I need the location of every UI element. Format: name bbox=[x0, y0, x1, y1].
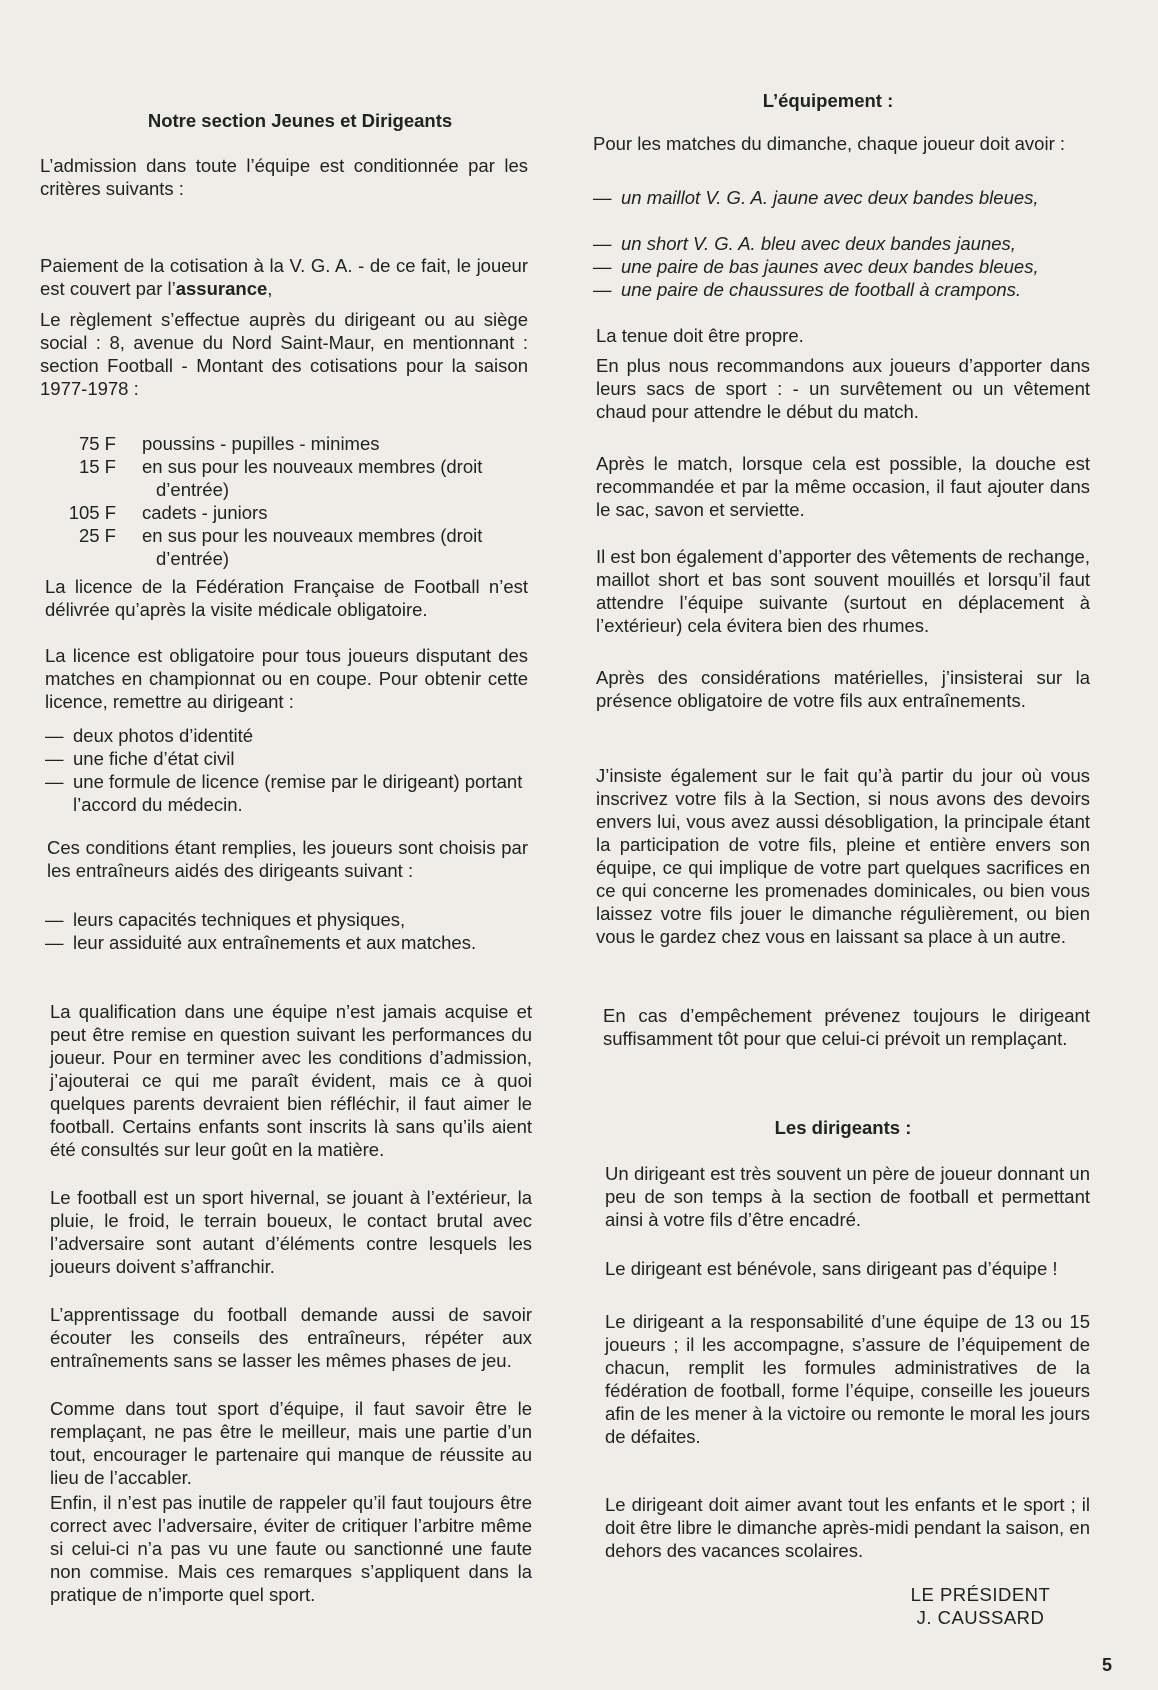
apres-match-paragraph: Après le match, lorsque cela est possible, la douche est recommandée et par la même occasion, il faut ajouter dans le sac, savon et serviette. bbox=[596, 453, 1090, 520]
list-item-text: une formule de licence (remise par le dirigeant) portant l’accord du médecin. bbox=[73, 771, 523, 815]
list-item: — leur assiduité aux entraînements et aux matches. bbox=[45, 931, 545, 954]
page-number: 5 bbox=[1101, 1655, 1112, 1675]
list-item: — une fiche d’état civil bbox=[45, 747, 545, 770]
fee-row bbox=[40, 501, 560, 524]
fee-description: poussins - pupilles - minimes bbox=[142, 433, 380, 454]
signature-name: J. CAUSSARD bbox=[916, 1607, 1045, 1628]
fee-row bbox=[40, 455, 560, 501]
list-item: — une formule de licence (remise par le dirigeant) portant l’accord du médecin. bbox=[45, 770, 545, 816]
gear-item: — une paire de chaussures de football à crampons. bbox=[593, 278, 1093, 301]
qualification-paragraph: La qualification dans une équipe n’est jamais acquise et peut être remise en question suivant les performances du joueur. Pour en terminer avec les conditions d’admission, j’ajouterai ce qui me paraît évident, mais ce à quoi quelques parents devraient bien réfléchir, il faut aimer le football. Certains enfants sont inscrits là sans qu’ils aient été consultés sur leur goût en la matière. bbox=[50, 1001, 532, 1160]
tenue-paragraph: La tenue doit être propre. bbox=[596, 325, 804, 346]
list-item: — leurs capacités techniques et physiques, bbox=[45, 908, 545, 931]
fee-description-line: en sus pour les nouveaux membres (droit bbox=[142, 456, 483, 477]
signature-title: LE PRÉSIDENT bbox=[910, 1584, 1051, 1605]
gear-item-text: une paire de chaussures de football à crampons. bbox=[621, 279, 1022, 300]
insiste-paragraph: J’insiste également sur le fait qu’à partir du jour où vous inscrivez votre fils à la Section, si nous avons des devoirs envers lui, vous avez aussi désobligation, la principale étant la participation de votre fils, pleine et entière envers son équipe, ce qui implique de votre part quelques sacrifices en ce qui concerne les promenades dominicales, ou bien vous laissez votre fils jouer le dimanche régulièrement, ou bien vous le gardez chez vous en laissant sa place à un autre. bbox=[596, 765, 1090, 947]
fee-description-line: d’entrée) bbox=[156, 479, 230, 500]
dirigeant-paragraph-2: Le dirigeant est bénévole, sans dirigeant pas d’équipe ! bbox=[605, 1258, 1058, 1279]
fee-description bbox=[142, 524, 562, 570]
hivernal-paragraph: Le football est un sport hivernal, se jouant à l’extérieur, la pluie, le froid, le terrain boueux, le contact brutal avec l’adversaire sont autant d’éléments contre lesquels les joueurs doivent s’affranchir. bbox=[50, 1187, 532, 1277]
payment-insurance: assurance bbox=[175, 278, 268, 299]
gear-item: — un short V. G. A. bleu avec deux bandes jaunes, bbox=[593, 232, 1093, 255]
list-item: — deux photos d’identité bbox=[45, 724, 545, 747]
section-heading-equipement: L’équipement : bbox=[762, 90, 894, 111]
admission-intro: L’admission dans toute l’équipe est conditionnée par les critères suivants : bbox=[40, 155, 528, 199]
dirigeant-paragraph-4: Le dirigeant doit aimer avant tout les enfants et le sport ; il doit être libre le dimanche après-midi pendant la saison, en dehors des vacances scolaires. bbox=[605, 1494, 1090, 1561]
considerations-paragraph: Après des considérations matérielles, j’insisterai sur la présence obligatoire de votre fils aux entraînements. bbox=[596, 667, 1090, 711]
payment-text: Paiement de la cotisation à la V. G. A. - de ce fait, le joueur est couvert par l’ bbox=[40, 255, 528, 299]
enfin-paragraph: Enfin, il n’est pas inutile de rappeler qu’il faut toujours être correct avec l’adversaire, éviter de critiquer l’arbitre même si celui-ci n’a pas vu une faute ou sanctionné une faute non commise. Mais ces remarques s’appliquent dans la pratique de n’importe quel sport. bbox=[50, 1492, 532, 1605]
plus-paragraph: En plus nous recommandons aux joueurs d’apporter dans leurs sacs de sport : - un survêtement ou un vêtement chaud pour attendre le début du match. bbox=[596, 355, 1090, 422]
list-item-text: une fiche d’état civil bbox=[73, 748, 235, 769]
gear-item: — une paire de bas jaunes avec deux bandes bleues, bbox=[593, 255, 1093, 278]
fee-description: cadets - juniors bbox=[142, 502, 268, 523]
rechange-paragraph: Il est bon également d’apporter des vêtements de rechange, maillot short et bas sont souvent mouillés et lorsqu’il faut attendre l’équipe suivante (surtout en déplacement à l’extérieur) cela évitera bien des rhumes. bbox=[596, 546, 1090, 636]
section-heading-dirigeants: Les dirigeants : bbox=[774, 1117, 912, 1138]
list-item-text: leur assiduité aux entraînements et aux matches. bbox=[73, 932, 477, 953]
conditions-paragraph: Ces conditions étant remplies, les joueurs sont choisis par les entraîneurs aidés des dirigeants suivant : bbox=[47, 837, 528, 881]
payment-end: , bbox=[267, 278, 273, 299]
payment-paragraph bbox=[40, 254, 528, 300]
fee-amount: 75 F bbox=[78, 433, 116, 454]
fee-row bbox=[40, 432, 560, 455]
gear-item: — un maillot V. G. A. jaune avec deux bandes bleues, bbox=[593, 186, 1093, 232]
fee-amount: 105 F bbox=[68, 502, 116, 523]
gear-item-text: un short V. G. A. bleu avec deux bandes jaunes, bbox=[621, 233, 1016, 254]
dirigeant-paragraph-3: Le dirigeant a la responsabilité d’une équipe de 13 ou 15 joueurs ; il les accompagne, s’assure de l’équipement de chacun, remplit les formules administratives de la fédération de football, forme l’équipe, conseille les joueurs afin de les mener à la victoire ou remonte le moral les jours de défaites. bbox=[605, 1311, 1090, 1447]
fee-description-line: en sus pour les nouveaux membres (droit bbox=[142, 525, 483, 546]
gear-item-text: un maillot V. G. A. jaune avec deux bandes bleues, bbox=[621, 187, 1039, 208]
section-heading-jeunes: Notre section Jeunes et Dirigeants bbox=[147, 110, 453, 131]
empechement-paragraph: En cas d’empêchement prévenez toujours le dirigeant suffisamment tôt pour que celui-ci prévoit un remplaçant. bbox=[603, 1005, 1090, 1049]
fee-row bbox=[40, 524, 560, 570]
list-item-text: deux photos d’identité bbox=[73, 725, 253, 746]
licence-paragraph-1: La licence de la Fédération Française de Football n’est délivrée qu’après la visite médicale obligatoire. bbox=[45, 576, 528, 620]
gear-item-text: une paire de bas jaunes avec deux bandes bleues, bbox=[621, 256, 1039, 277]
apprentissage-paragraph: L’apprentissage du football demande aussi de savoir écouter les conseils des entraîneurs, répéter aux entraînements sans se lasser les mêmes phases de jeu. bbox=[50, 1304, 532, 1371]
equipement-intro: Pour les matches du dimanche, chaque joueur doit avoir : bbox=[593, 133, 1066, 154]
dirigeant-paragraph-1: Un dirigeant est très souvent un père de joueur donnant un peu de son temps à la section de football et permettant ainsi à votre fils d’être encadré. bbox=[605, 1163, 1090, 1230]
reglement-paragraph: Le règlement s’effectue auprès du dirigeant ou au siège social : 8, avenue du Nord Saint-Maur, en mentionnant : section Football - Montant des cotisations pour la saison 1977-1978 : bbox=[40, 309, 528, 399]
list-item-text: leurs capacités techniques et physiques, bbox=[73, 909, 406, 930]
fee-amount: 25 F bbox=[78, 525, 116, 546]
equipe-paragraph: Comme dans tout sport d’équipe, il faut savoir être le remplaçant, ne pas être le meilleur, mais une partie d’un tout, encourager le partenaire qui manque de réussite au lieu de l’accabler. bbox=[50, 1398, 532, 1488]
fee-amount: 15 F bbox=[78, 456, 116, 477]
licence-paragraph-2: La licence est obligatoire pour tous joueurs disputant des matches en championnat ou en coupe. Pour obtenir cette licence, remettre au dirigeant : bbox=[45, 645, 528, 712]
fee-description-line: d’entrée) bbox=[156, 548, 230, 569]
fee-description bbox=[142, 455, 562, 501]
